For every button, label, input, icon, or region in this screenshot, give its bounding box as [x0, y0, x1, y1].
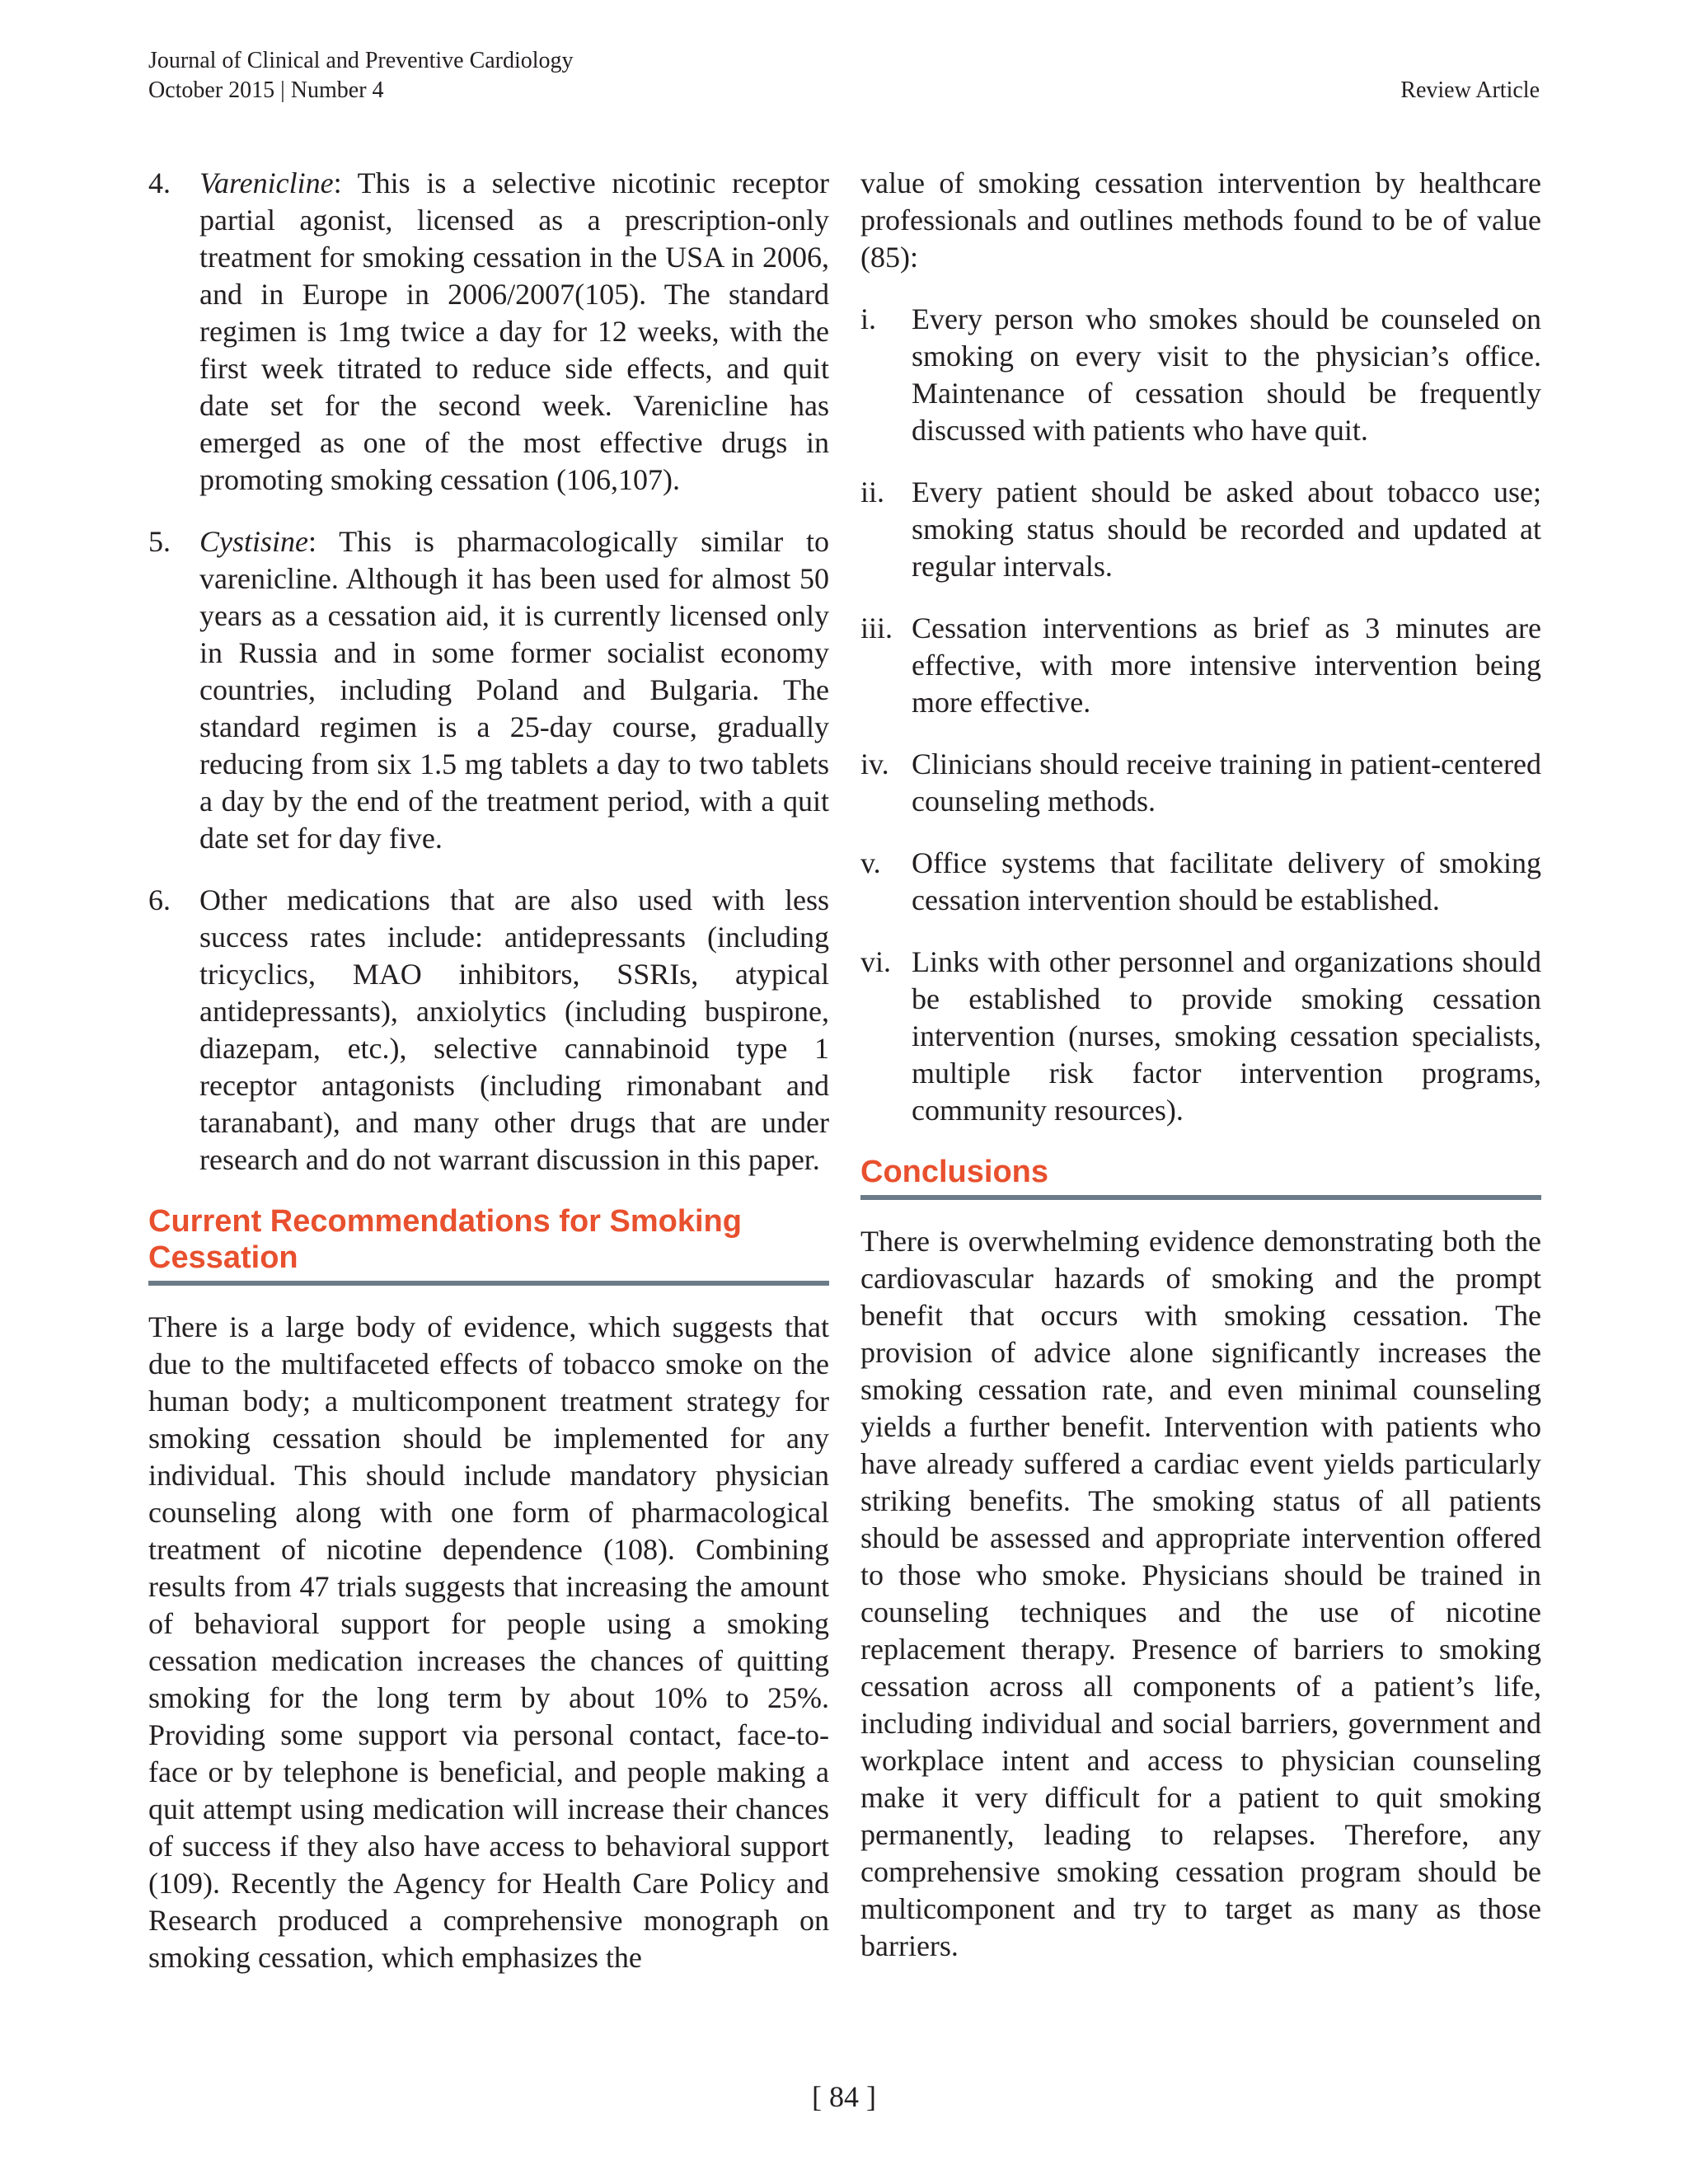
item-number: iii.	[860, 612, 893, 644]
section-heading-conclusions: Conclusions	[860, 1154, 1541, 1200]
list-item	[860, 301, 1541, 449]
section-heading-recommendations: Current Recommendations for Smoking Cessation	[148, 1203, 829, 1286]
item-body: Every person who smokes should be counseled on smoking on every visit to the physician’s office. Maintenance of cessation should be frequently discussed with patients who have quit.	[912, 302, 1541, 447]
item-number: iv.	[860, 748, 889, 780]
item-text	[199, 523, 829, 857]
item-body: Other medications that are also used with less success rates include: antidepressants (including tricyclics, MAO inhibitors, SSRIs, atypical antidepressants), anxiolytics (including buspirone, diazepam, etc.), selective cannabinoid type 1 receptor antagonists (including rimonabant and taranabant), and many other drugs that are under research and do not warrant discussion in this paper.	[199, 883, 829, 1176]
item-number: 4.	[148, 166, 171, 199]
article-type: Review Article	[1400, 77, 1540, 103]
item-body: Clinicians should receive training in patient-centered counseling methods.	[912, 748, 1541, 818]
list-item	[148, 882, 829, 1179]
continued-paragraph: value of smoking cessation intervention by healthcare professionals and outlines methods found to be of value (85):	[860, 166, 1541, 274]
item-number: i.	[860, 302, 877, 335]
conclusions-paragraph: There is overwhelming evidence demonstrating both the cardiovascular hazards of smoking and the prompt benefit that occurs with smoking cessation. The provision of advice alone significantly increases the smoking cessation rate, and even minimal counseling yields a further benefit. Intervention with patients who have already suffered a cardiac event yields particularly striking benefits. The smoking status of all patients should be assessed and appropriate intervention offered to those who smoke. Physicians should be trained in counseling techniques and the use of nicotine replacement therapy. Presence of barriers to smoking cessation across all components of a patient’s life, including individual and social barriers, government and workplace intent and access to physician counseling make it very difficult for a patient to quit smoking permanently, leading to relapses. Therefore, any comprehensive smoking cessation program should be multicomponent and try to target as many as those barriers.	[860, 1225, 1541, 1962]
list-item	[148, 165, 829, 499]
recommendation-list	[860, 301, 1541, 1129]
drug-name: Cystisine	[199, 525, 308, 558]
item-body: : This is pharmacologically similar to varenicline. Although it has been used for almost 50 years as a cessation aid, it is currently licensed only in Russia and in some former socialist economy countries, including Poland and Bulgaria. The standard regimen is a 25-day course, gradually reducing from six 1.5 mg tablets a day to two tablets a day by the end of the treatment period, with a quit date set for day five.	[199, 525, 829, 855]
running-header	[148, 46, 574, 105]
item-body: Office systems that facilitate delivery of smoking cessation intervention should be established.	[912, 846, 1541, 916]
issue-info: October 2015 | Number 4	[148, 77, 384, 103]
item-number: ii.	[860, 476, 885, 509]
item-body: : This is a selective nicotinic receptor partial agonist, licensed as a prescription-only treatment for smoking cessation in the USA in 2006, and in Europe in 2006/2007(105). The standard regimen is 1mg twice a day for 12 weeks, with the first week titrated to reduce side effects, and quit date set for the second week. Varenicline has emerged as one of the most effective drugs in promoting smoking cessation (106,107).	[199, 166, 829, 496]
item-number: 5.	[148, 525, 171, 558]
right-column	[860, 165, 1541, 1965]
left-column	[148, 165, 829, 1976]
list-item	[860, 474, 1541, 585]
journal-title: Journal of Clinical and Preventive Cardiology	[148, 48, 574, 73]
item-number: 6.	[148, 883, 171, 916]
list-item	[860, 944, 1541, 1129]
list-item	[860, 746, 1541, 820]
item-number: v.	[860, 846, 881, 879]
recommendations-paragraph: There is a large body of evidence, which suggests that due to the multifaceted effects of tobacco smoke on the human body; a multicomponent treatment strategy for smoking cessation should be implemented for any individual. This should include mandatory physician counseling along with one form of pharmacological treatment of nicotine dependence (108). Combining results from 47 trials suggests that increasing the amount of behavioral support for people using a smoking cessation medication increases the chances of quitting smoking for the long term by about 10% to 25%. Providing some support via personal contact, face-to-face or by telephone is beneficial, and people making a quit attempt using medication will increase their chances of success if they also have access to behavioral support (109). Recently the Agency for Health Care Policy and Research produced a comprehensive monograph on smoking cessation, which emphasizes the	[148, 1310, 829, 1974]
list-item	[860, 845, 1541, 919]
item-number: vi.	[860, 945, 892, 978]
list-item	[148, 523, 829, 857]
drug-name: Varenicline	[199, 166, 334, 199]
page-number: [ 84 ]	[812, 2080, 876, 2113]
list-item	[860, 610, 1541, 721]
item-text	[199, 165, 829, 499]
item-body: Every patient should be asked about tobacco use; smoking status should be recorded and updated at regular intervals.	[912, 476, 1541, 583]
item-body: Links with other personnel and organizations should be established to provide smoking cessation intervention (nurses, smoking cessation specialists, multiple risk factor intervention programs, community resources).	[912, 945, 1541, 1127]
item-body: Cessation interventions as brief as 3 minutes are effective, with more intensive intervention being more effective.	[912, 612, 1541, 719]
